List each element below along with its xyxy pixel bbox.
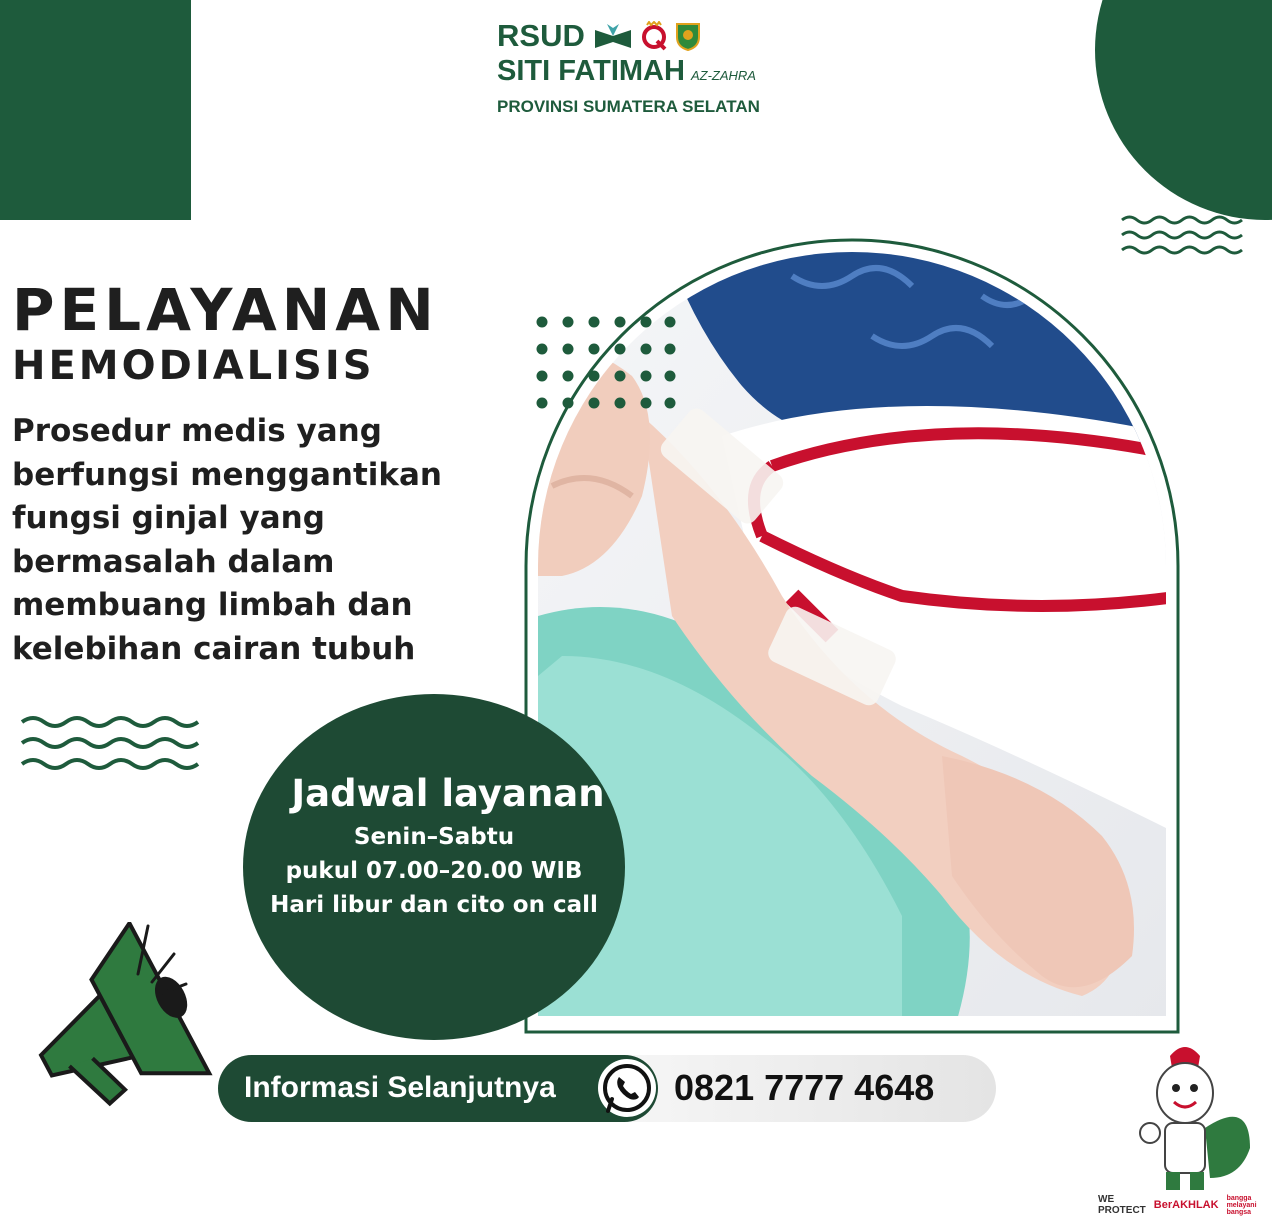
hospital-logo xyxy=(497,18,760,119)
bangga-bottom: bangsa xyxy=(1226,1208,1252,1216)
schedule-hours: pukul 07.00–20.00 WIB xyxy=(285,858,583,884)
we-protect-bottom: PROTECT xyxy=(1098,1205,1146,1216)
book-leaf-icon xyxy=(593,22,633,50)
megaphone-icon xyxy=(14,922,214,1122)
corner-circle-top-right xyxy=(1095,0,1272,220)
contact-label: Informasi Selanjutnya xyxy=(244,1071,556,1104)
phone-icon-wrap[interactable] xyxy=(598,1059,656,1117)
berakhlak-logo: BerAKHLAK xyxy=(1153,1198,1219,1211)
schedule-holiday: Hari libur dan cito on call xyxy=(270,892,598,918)
schedule-circle xyxy=(243,694,625,1040)
provincial-crest-icon xyxy=(675,21,701,51)
logo-province: PROVINSI SUMATERA SELATAN xyxy=(497,97,760,116)
whatsapp-phone-icon xyxy=(598,1059,656,1117)
logo-suffix: AZ-ZAHRA xyxy=(690,68,756,83)
mascot-icon xyxy=(1110,1038,1260,1198)
logo-icons xyxy=(593,21,701,51)
footer-logos xyxy=(1098,1194,1257,1216)
contact-pill xyxy=(218,1055,996,1122)
quality-q-icon xyxy=(639,21,669,51)
logo-hospital-name: SITI FATIMAH xyxy=(497,55,685,87)
headline-title: PELAYANAN xyxy=(12,276,439,344)
we-protect-logo xyxy=(1098,1194,1146,1216)
logo-rsud-text: RSUD xyxy=(497,18,585,53)
bangga-mid: melayani xyxy=(1226,1201,1257,1209)
logo-row-1 xyxy=(497,18,760,54)
service-description xyxy=(12,410,492,671)
bangga-melayani-logo xyxy=(1227,1195,1257,1216)
bangga-top: bangga xyxy=(1226,1194,1252,1202)
description-line: berfungsi menggantikan xyxy=(12,456,443,493)
description-line: kelebihan cairan tubuh xyxy=(12,630,416,667)
headline xyxy=(12,278,439,390)
logo-row-2 xyxy=(497,54,760,93)
description-line: membuang limbah dan xyxy=(12,587,413,623)
we-protect-top: WE xyxy=(1098,1194,1115,1205)
dot-grid-icon xyxy=(536,316,676,412)
description-line: bermasalah dalam xyxy=(12,543,335,580)
schedule-title: Jadwal layanan xyxy=(291,772,605,815)
schedule-days: Senin–Sabtu xyxy=(353,824,515,850)
description-line: fungsi ginjal yang xyxy=(12,500,325,536)
wave-lines-icon xyxy=(20,712,204,774)
corner-block-top-left xyxy=(0,0,191,220)
description-line: Prosedur medis yang xyxy=(12,413,382,449)
headline-subtitle: HEMODIALISIS xyxy=(12,343,375,389)
phone-number[interactable]: 0821 7777 4648 xyxy=(674,1067,935,1108)
